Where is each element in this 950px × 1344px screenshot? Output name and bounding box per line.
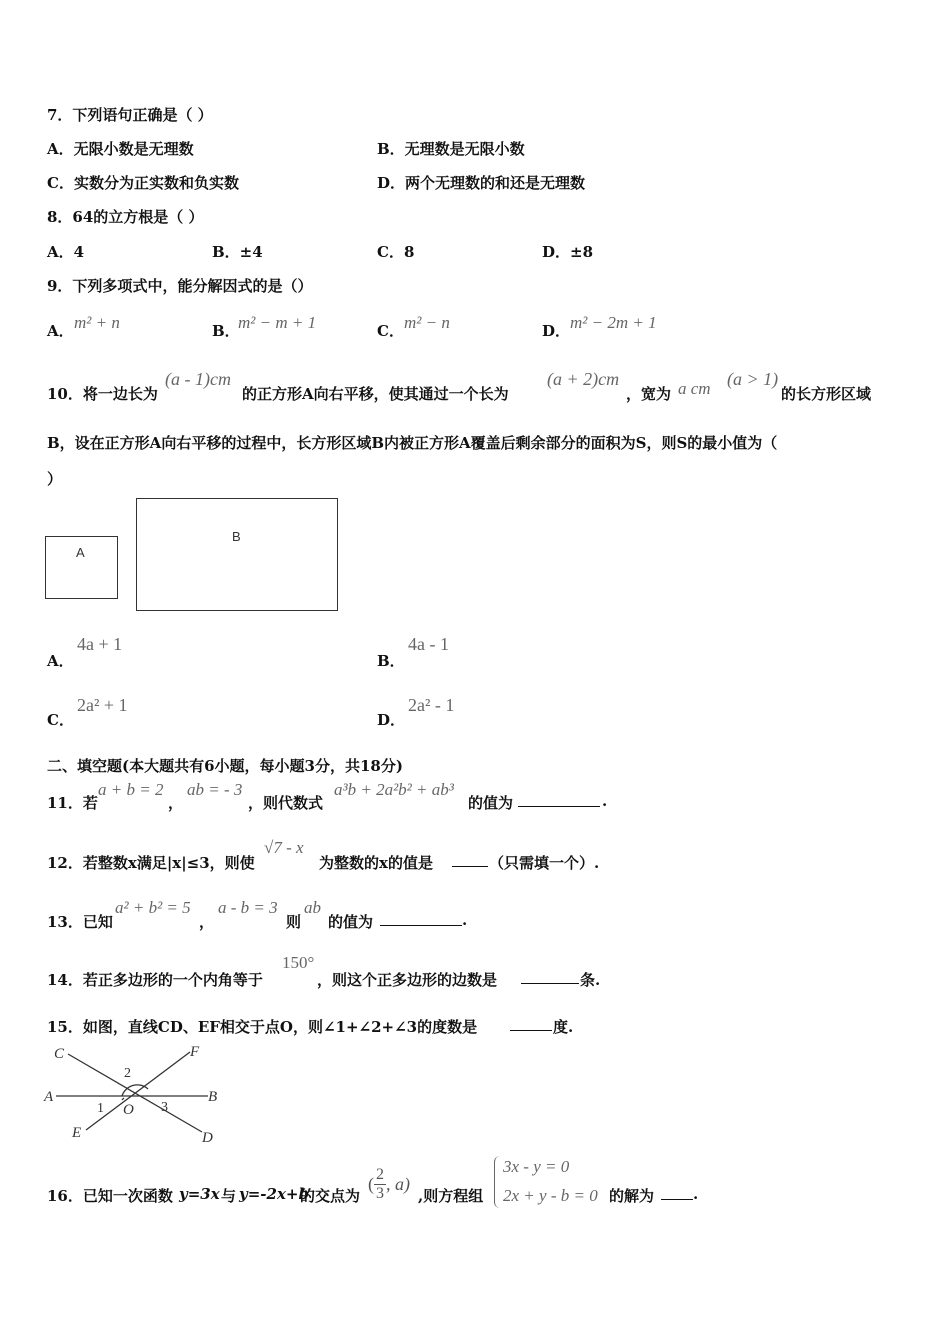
q16-point: ( $\frac{2}{3}$ , a) <box>368 1166 410 1202</box>
q13-math-2: a - b = 3 <box>218 898 278 917</box>
q10-option-b-label: B． <box>377 652 405 670</box>
q16-fraction <box>374 1166 386 1203</box>
q12-math-radical: √7 - x <box>264 838 304 857</box>
q16-text-2: 与 <box>221 1187 237 1205</box>
intersecting-lines-figure <box>40 1040 230 1150</box>
q10-option-d-math: 2a² - 1 <box>408 695 455 715</box>
q11-text-1: 11．若 <box>47 794 98 812</box>
q10-option-c-label: C． <box>47 711 74 729</box>
q14-text-3: 条. <box>580 971 601 989</box>
q8-option-d: D．±8 <box>542 243 594 261</box>
q8-option-c: C．8 <box>377 243 415 261</box>
q16-point-a: , a) <box>386 1174 410 1194</box>
q12-text-1: 12．若整数x满足|x|≤3，则使 <box>47 854 255 872</box>
q10-math-condition: (a > 1) <box>727 369 779 389</box>
q16-end: . <box>693 1185 699 1203</box>
q16-numerator: 2 <box>376 1166 384 1183</box>
label-d: D <box>202 1130 213 1146</box>
q16-equation-2: 2x + y - b = 0 <box>503 1186 598 1205</box>
q11-text-2: ，则代数式 <box>248 794 324 812</box>
q14-text-1: 14．若正多边形的一个内角等于 <box>47 971 263 989</box>
q15-end: 度. <box>553 1018 574 1036</box>
q10-option-a-label: A． <box>47 652 74 670</box>
q16-function-1: y=3x <box>179 1185 220 1203</box>
q12-text-3: （只需填一个）. <box>489 854 600 872</box>
q10-option-d-label: D． <box>377 711 406 729</box>
q10-math-side: (a - 1)cm <box>165 369 231 389</box>
q9-option-c-label: C． <box>377 322 404 340</box>
q9-option-d-math: m² − 2m + 1 <box>570 313 657 332</box>
q16-answer-blank <box>661 1185 693 1204</box>
q14-math-angle: 150° <box>282 953 315 972</box>
q13-text-3: 的值为 <box>328 913 374 931</box>
label-c: C <box>54 1046 65 1062</box>
angle-1-label: 1 <box>97 1101 104 1116</box>
angle-3-label: 3 <box>161 1100 168 1115</box>
q10-option-a-math: 4a + 1 <box>77 634 123 654</box>
q10-text-line2: B，设在正方形A向右平移的过程中，长方形区域B内被正方形A覆盖后剩余部分的面积为S，则S的最小值为（ <box>47 434 778 452</box>
q7-option-c: C．实数分为正实数和负实数 <box>47 174 239 192</box>
q9-option-c-math: m² − n <box>404 313 450 332</box>
q7-option-b: B．无理数是无限小数 <box>377 140 525 158</box>
q10-text-1: 10．将一边长为 <box>47 385 158 403</box>
q16-text-4: ,则方程组 <box>418 1187 484 1205</box>
q9-option-d-label: D． <box>542 322 571 340</box>
q15-text: 15．如图，直线CD、EF相交于点O，则∠1+∠2+∠3的度数是 <box>47 1018 478 1036</box>
square-a <box>45 536 118 599</box>
q13-math-3: ab <box>304 898 321 917</box>
q16-text-1: 16．已知一次函数 <box>47 1187 173 1205</box>
q10-text-3: ，宽为 <box>626 385 672 403</box>
q12-text-2: 为整数的x的值是 <box>319 854 433 872</box>
q11-math-3: a³b + 2a²b² + ab³ <box>334 780 454 799</box>
q10-text-line3: ） <box>47 470 63 488</box>
q11-math-2: ab = - 3 <box>187 780 243 799</box>
q10-option-c-math: 2a² + 1 <box>77 695 128 715</box>
q9-stem: 9．下列多项式中，能分解因式的是（） <box>47 277 313 295</box>
q11-sep: ， <box>168 794 184 812</box>
q7-option-d: D．两个无理数的和还是无理数 <box>377 174 586 192</box>
label-b: B <box>208 1089 218 1105</box>
q16-brace <box>494 1156 503 1208</box>
q8-stem: 8．64的立方根是（ ） <box>47 208 204 226</box>
q9-option-b-label: B． <box>212 322 240 340</box>
q13-answer-blank <box>380 911 462 930</box>
q16-text-3: 的交点为 <box>300 1187 361 1205</box>
label-o: O <box>123 1102 134 1118</box>
q16-equation-1: 3x - y = 0 <box>503 1157 570 1176</box>
q12-answer-blank <box>452 852 488 871</box>
q9-option-b-math: m² − m + 1 <box>238 313 317 332</box>
q7-stem: 7．下列语句正确是（ ） <box>47 106 213 124</box>
q14-answer-blank <box>521 969 579 988</box>
q9-option-a-math: m² + n <box>74 313 120 332</box>
q14-text-2: ，则这个正多边形的边数是 <box>317 971 498 989</box>
rectangle-b <box>136 498 338 611</box>
q11-answer-blank <box>518 792 600 811</box>
rectangle-b-label: B <box>232 529 241 544</box>
q10-option-b-math: 4a - 1 <box>408 634 449 654</box>
q9-option-a-label: A． <box>47 322 74 340</box>
q10-text-2: 的正方形A向右平移，使其通过一个长为 <box>242 385 509 403</box>
q13-text-2: 则 <box>286 913 302 931</box>
q10-math-width: a cm <box>678 379 711 398</box>
q16-text-5: 的解为 <box>609 1187 655 1205</box>
angle-1-arc <box>122 1098 124 1100</box>
section-title: 二、填空题(本大题共有6小题，每小题3分，共18分) <box>47 757 403 775</box>
q10-math-length: (a + 2)cm <box>547 369 620 389</box>
q15-answer-blank <box>510 1016 552 1035</box>
q13-math-1: a² + b² = 5 <box>115 898 191 917</box>
q10-text-4: 的长方形区域 <box>781 385 872 403</box>
q8-option-a: A．4 <box>47 243 85 261</box>
q11-end: . <box>602 792 608 810</box>
label-a: A <box>44 1089 54 1105</box>
q8-option-b: B．±4 <box>212 243 263 261</box>
q13-sep: ， <box>199 913 215 931</box>
q7-option-a: A．无限小数是无理数 <box>47 140 194 158</box>
q11-math-1: a + b = 2 <box>98 780 164 799</box>
angle-2-arc <box>122 1085 148 1096</box>
q11-text-3: 的值为 <box>468 794 514 812</box>
label-e: E <box>72 1125 82 1141</box>
angle-2-label: 2 <box>124 1066 131 1081</box>
q16-denominator: 3 <box>376 1185 384 1202</box>
label-f: F <box>190 1044 200 1060</box>
line-ef <box>86 1052 190 1130</box>
square-a-label: A <box>76 545 85 560</box>
q13-text-1: 13．已知 <box>47 913 113 931</box>
q16-function-2: y=-2x+b <box>239 1185 309 1203</box>
q13-end: . <box>462 911 468 929</box>
